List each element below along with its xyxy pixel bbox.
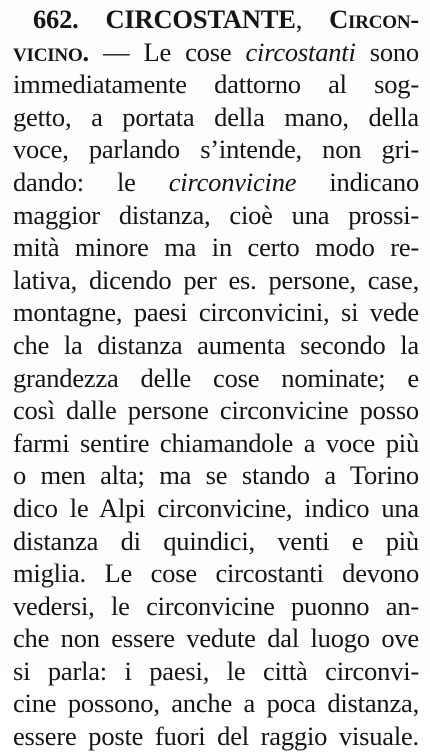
text-line-16: dico le Alpi circonvicine, indico una <box>13 492 419 523</box>
text-line-10: montagne, paesi circonvicini, si vede <box>13 297 419 328</box>
text-line-11: che la distanza aumenta secondo la <box>13 329 419 360</box>
entry-header-line <box>13 3 419 36</box>
entry-dash: — <box>103 36 130 67</box>
line-2-suffix: sono <box>355 36 419 67</box>
text-line-21: si parla: i paesi, le città circonvi- <box>13 655 419 686</box>
term-circostanti: circostanti <box>245 36 356 67</box>
entry-headword: CIRCOSTANTE <box>105 4 296 34</box>
line-2-prefix: Le cose <box>143 36 246 67</box>
text-line-7: maggior distanza, cioè una prossi- <box>13 199 419 230</box>
line-6-suffix: indicano <box>296 166 420 197</box>
text-line-17: distanza di quindici, venti e più <box>13 525 419 556</box>
text-line-5: voce, parlando s’intende, non gri- <box>13 134 419 165</box>
text-line-8: mità minore ma in certo modo re- <box>13 232 419 263</box>
text-line-14: farmi sentire chiamandole a voce più <box>13 427 419 458</box>
header-comma: , <box>295 4 303 34</box>
text-line-18: miglia. Le cose circostanti devono <box>13 558 419 589</box>
synonym-headword: Circon- <box>329 4 419 34</box>
synonym-headword-continued: vicino. <box>13 36 89 67</box>
text-line-15: o men alta; ma se stando a Torino <box>13 460 419 491</box>
text-line-23: essere poste fuori del raggio visuale. <box>13 721 419 752</box>
text-line-13: così dalle persone circonvicine posso <box>13 395 419 426</box>
line-6-prefix: dando: le <box>13 166 169 197</box>
text-line-3: immediatamente dattorno al sog- <box>13 69 419 100</box>
text-line-22: cine possono, anche a poca distanza, <box>13 688 419 719</box>
text-line-9: lativa, dicendo per es. persone, case, <box>13 264 419 295</box>
text-line-4: getto, a portata della mano, della <box>13 101 419 132</box>
text-line-19: vedersi, le circonvicine puonno an- <box>13 590 419 621</box>
entry-662 <box>13 3 419 753</box>
text-line-6 <box>13 166 419 199</box>
text-line-12: grandezza delle cose nominate; e <box>13 362 419 393</box>
text-line-20: che non essere vedute dal luogo ove <box>13 623 419 654</box>
text-line-2 <box>13 36 419 69</box>
entry-number: 662. <box>33 4 79 34</box>
term-circonvicine: circonvicine <box>168 166 297 197</box>
